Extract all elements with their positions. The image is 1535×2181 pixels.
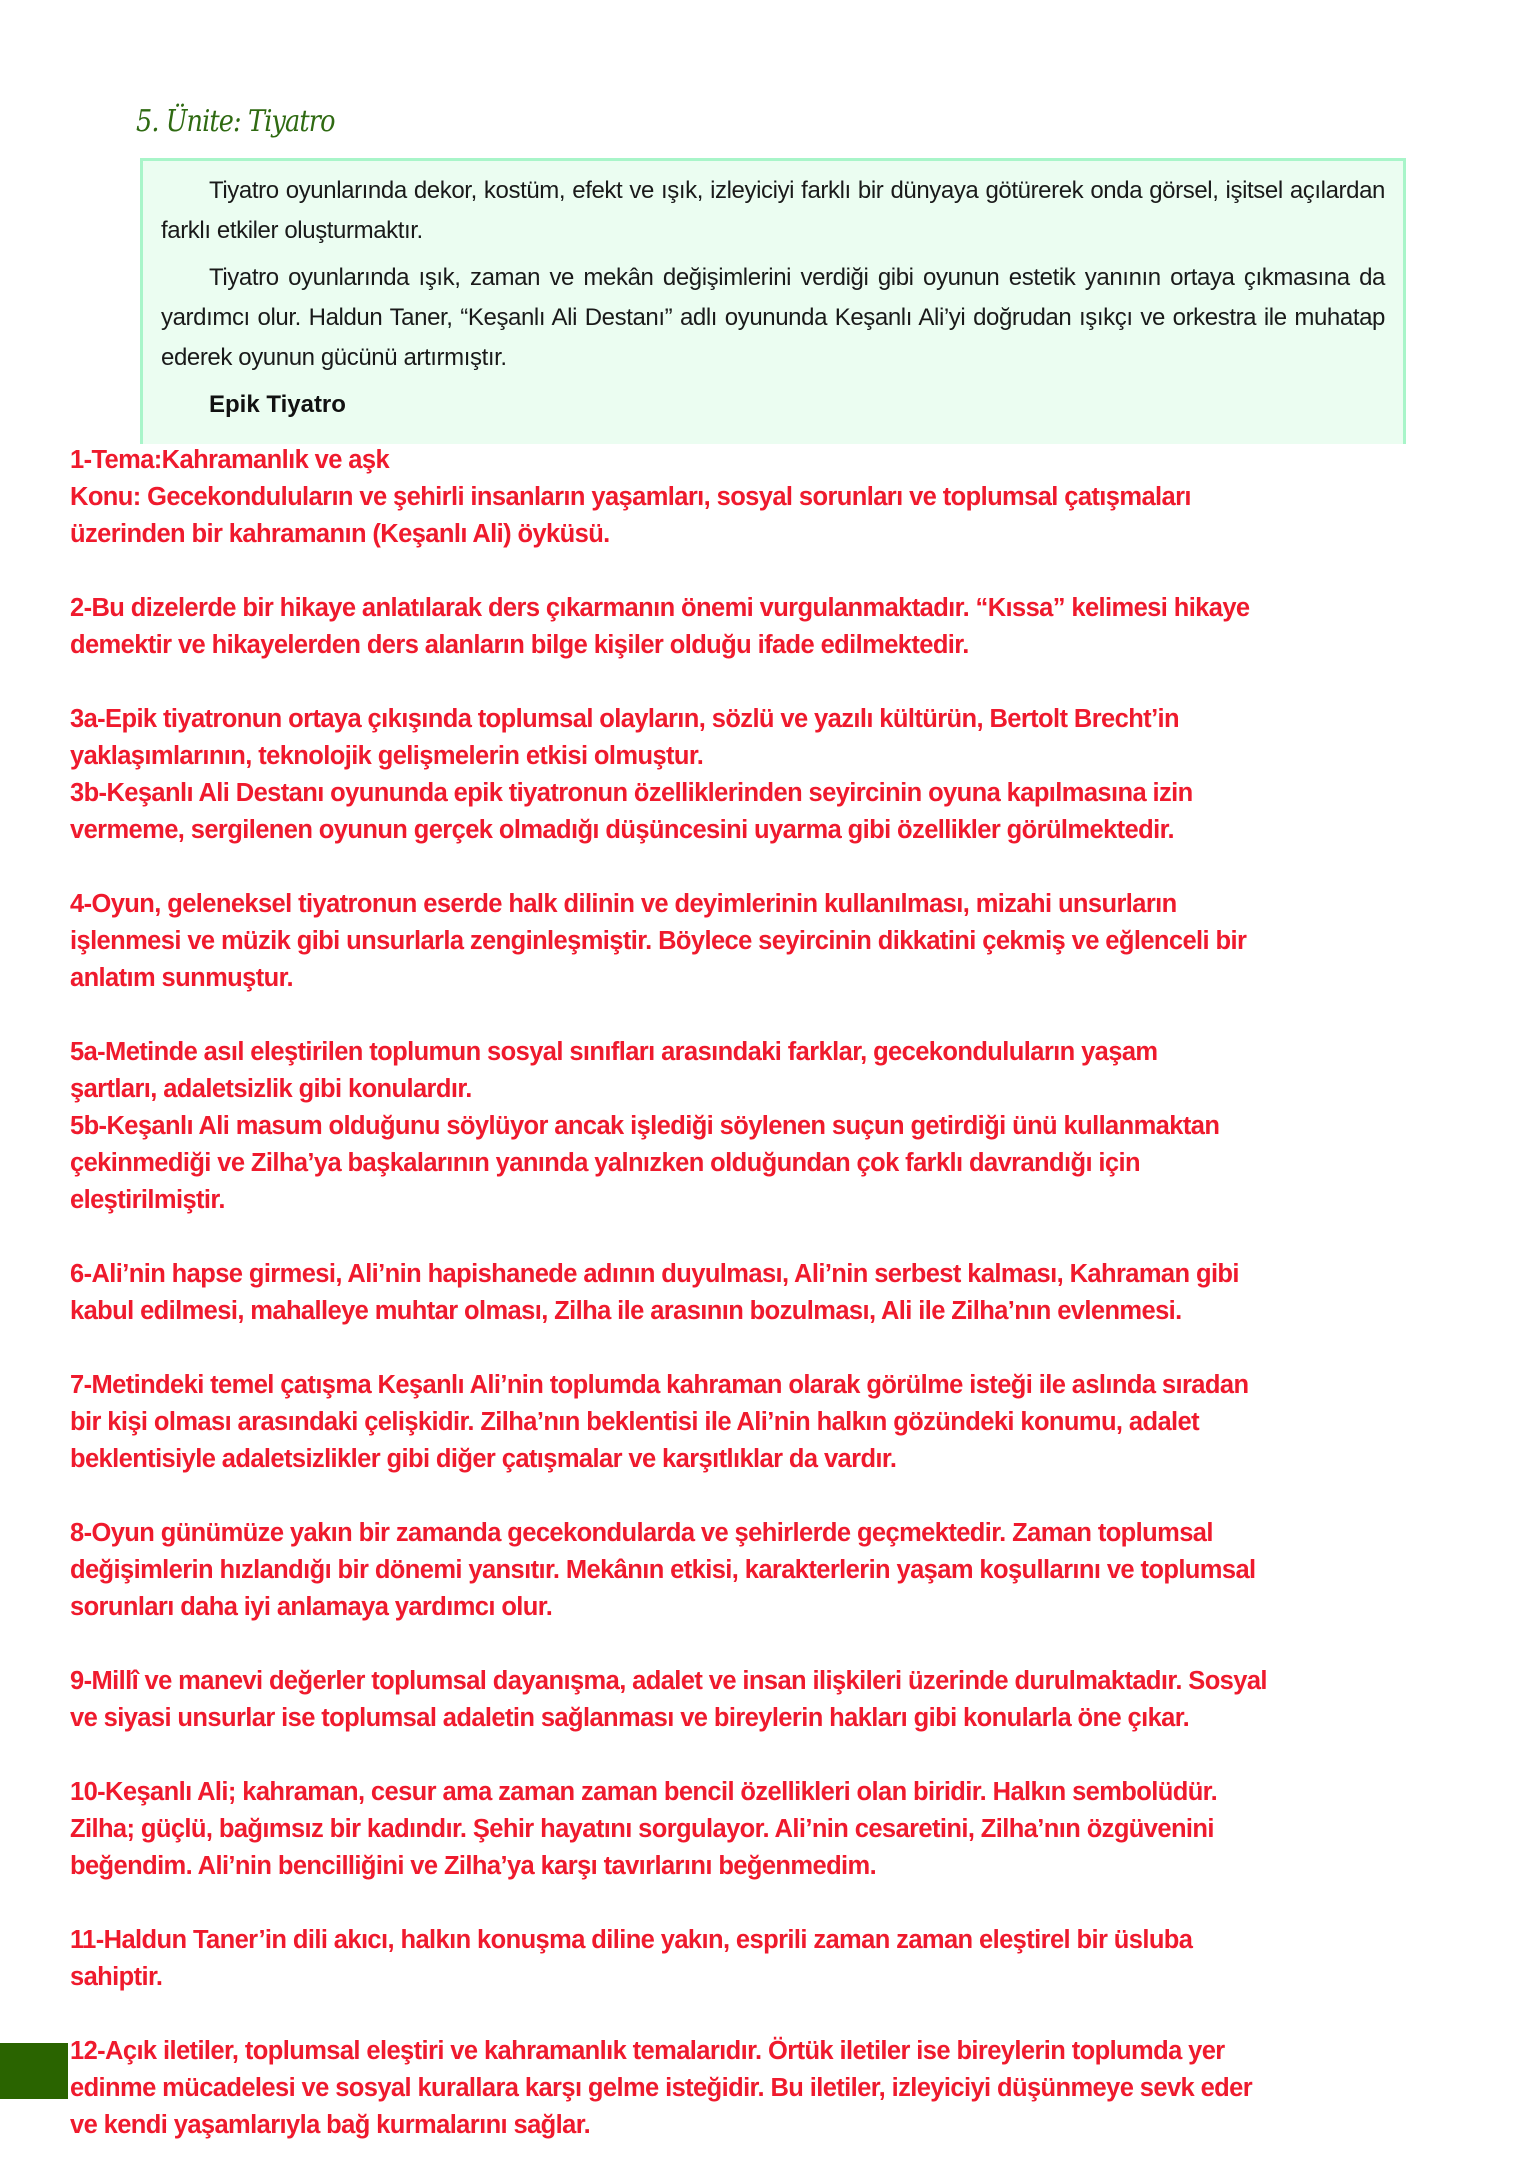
answer-line: sahiptir. (70, 1963, 163, 1991)
answer-paragraph (70, 701, 1520, 849)
answer-paragraph (70, 2033, 1520, 2144)
answer-paragraph (70, 442, 1520, 553)
answer-line: 1-Tema:Kahramanlık ve aşk (70, 446, 390, 474)
info-paragraph: Tiyatro oyunlarında ışık, zaman ve mekân değişimlerini verdiği gibi oyunun estetik yanının ortaya çıkmasına da yardımcı olur. Haldun Taner, “Keşanlı Ali Destanı” adlı oyununda Keşanlı Ali’yi doğrudan ışıkçı ve orkestra ile muhatap ederek oyunun gücünü artırmıştır. (161, 264, 1385, 371)
answer-line: beklentisiyle adaletsizlikler gibi diğer çatışmalar ve karşıtlıklar da vardır. (70, 1445, 897, 1473)
answer-line: edinme mücadelesi ve sosyal kurallara karşı gelme isteğidir. Bu iletiler, izleyiciyi düşünmeye sevk eder (70, 2074, 1253, 2102)
answer-line: 3a-Epik tiyatronun ortaya çıkışında toplumsal olayların, sözlü ve yazılı kültürün, Bertolt Brecht’in (70, 705, 1180, 733)
page-corner-marker (0, 2043, 68, 2099)
answer-line: 3b-Keşanlı Ali Destanı oyununda epik tiyatronun özelliklerinden seyircinin oyuna kapılmasına izin (70, 779, 1193, 807)
unit-title: 5. Ünite: Tiyatro (136, 104, 335, 139)
answer-paragraph (70, 590, 1520, 664)
answer-paragraph (70, 1515, 1520, 1626)
answer-line: anlatım sunmuştur. (70, 964, 293, 992)
answer-paragraph (70, 1367, 1520, 1478)
answer-paragraph (70, 1774, 1520, 1885)
theatre-info-box (140, 158, 1406, 444)
answer-line: ve kendi yaşamlarıyla bağ kurmalarını sağlar. (70, 2111, 591, 2139)
answer-line: değişimlerin hızlandığı bir dönemi yansıtır. Mekânın etkisi, karakterlerin yaşam koşullarını ve toplumsal (70, 1556, 1256, 1584)
answer-line: demektir ve hikayelerden ders alanların bilge kişiler olduğu ifade edilmektedir. (70, 631, 969, 659)
answer-line: 5a-Metinde asıl eleştirilen toplumun sosyal sınıfları arasındaki farklar, gecekonduluların yaşam (70, 1038, 1158, 1066)
answer-line: kabul edilmesi, mahalleye muhtar olması, Zilha ile arasının bozulması, Ali ile Zilha’nın evlenmesi. (70, 1297, 1182, 1325)
answer-line: yaklaşımlarının, teknolojik gelişmelerin etkisi olmuştur. (70, 742, 704, 770)
info-paragraph: Tiyatro oyunlarında dekor, kostüm, efekt ve ışık, izleyiciyi farklı bir dünyaya götürerek onda görsel, işitsel açılardan farklı etkiler oluşturmaktır. (161, 177, 1385, 244)
answer-line: bir kişi olması arasındaki çelişkidir. Zilha’nın beklentisi ile Ali’nin halkın gözündeki konumu, adalet (70, 1408, 1199, 1436)
answer-line: 5b-Keşanlı Ali masum olduğunu söylüyor ancak işlediği söylenen suçun getirdiği ünü kullanmaktan (70, 1112, 1220, 1140)
info-heading: Epik Tiyatro (209, 391, 346, 418)
answer-paragraph (70, 1663, 1520, 1737)
answer-line: 7-Metindeki temel çatışma Keşanlı Ali’nin toplumda kahraman olarak görülme isteği ile aslında sıradan (70, 1371, 1249, 1399)
answer-line: 9-Millî ve manevi değerler toplumsal dayanışma, adalet ve insan ilişkileri üzerinde durulmaktadır. Sosyal (70, 1667, 1267, 1695)
answer-line: ve siyasi unsurlar ise toplumsal adaletin sağlanması ve bireylerin hakları gibi konularla öne çıkar. (70, 1704, 1190, 1732)
answer-line: vermeme, sergilenen oyunun gerçek olmadığı düşüncesini uyarma gibi özellikler görülmektedir. (70, 816, 1174, 844)
answer-paragraph (70, 1256, 1520, 1330)
answer-line: 2-Bu dizelerde bir hikaye anlatılarak ders çıkarmanın önemi vurgulanmaktadır. “Kıssa” kelimesi hikaye (70, 594, 1250, 622)
answer-line: şartları, adaletsizlik gibi konulardır. (70, 1075, 472, 1103)
answer-paragraph (70, 886, 1520, 997)
answer-line: 8-Oyun günümüze yakın bir zamanda gecekondularda ve şehirlerde geçmektedir. Zaman toplumsal (70, 1519, 1213, 1547)
answers-list (70, 442, 1520, 2181)
answer-line: 4-Oyun, geleneksel tiyatronun eserde halk dilinin ve deyimlerinin kullanılması, mizahi unsurların (70, 890, 1177, 918)
answer-paragraph (70, 1034, 1520, 1219)
answer-line: beğendim. Ali’nin bencilliğini ve Zilha’ya karşı tavırlarını beğenmedim. (70, 1852, 877, 1880)
answer-line: Konu: Gecekonduluların ve şehirli insanların yaşamları, sosyal sorunları ve toplumsal çatışmaları (70, 483, 1191, 511)
answer-line: sorunları daha iyi anlamaya yardımcı olur. (70, 1593, 553, 1621)
answer-line: Zilha; güçlü, bağımsız bir kadındır. Şehir hayatını sorgulayor. Ali’nin cesaretini, Zilha’nın özgüvenini (70, 1815, 1214, 1843)
answer-line: eleştirilmiştir. (70, 1186, 225, 1214)
answer-line: işlenmesi ve müzik gibi unsurlarla zenginleşmiştir. Böylece seyircinin dikkatini çekmiş ve eğlenceli bir (70, 927, 1247, 955)
answer-line: 12-Açık iletiler, toplumsal eleştiri ve kahramanlık temalarıdır. Örtük iletiler ise bireylerin toplumda yer (70, 2037, 1225, 2065)
answer-line: 6-Ali’nin hapse girmesi, Ali’nin hapishanede adının duyulması, Ali’nin serbest kalması, Kahraman gibi (70, 1260, 1239, 1288)
answer-line: üzerinden bir kahramanın (Keşanlı Ali) öyküsü. (70, 520, 610, 548)
answer-line: 11-Haldun Taner’in dili akıcı, halkın konuşma diline yakın, esprili zaman zaman eleştirel bir üsluba (70, 1926, 1193, 1954)
answer-paragraph (70, 1922, 1520, 1996)
answer-line: 10-Keşanlı Ali; kahraman, cesur ama zaman zaman bencil özellikleri olan biridir. Halkın sembolüdür. (70, 1778, 1218, 1806)
answer-line: çekinmediği ve Zilha’ya başkalarının yanında yalnızken olduğundan çok farklı davrandığı için (70, 1149, 1140, 1177)
